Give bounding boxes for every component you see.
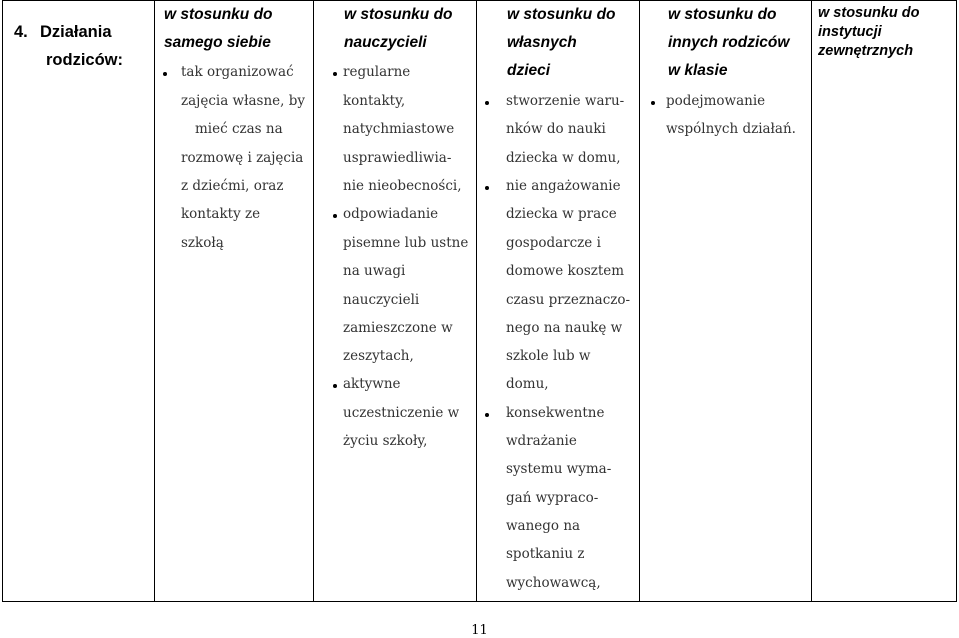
col1-body-line: szkołą — [181, 235, 224, 251]
col3-body-line: systemu wyma- — [506, 461, 612, 477]
col2-body-line: uczestniczenie w — [343, 405, 460, 421]
col3-body-line: nego na naukę w — [506, 320, 623, 336]
col3-body-line: wdrażanie — [506, 433, 577, 449]
section-title-line1: Działania — [40, 23, 112, 41]
col2-body-line: pisemne lub ustne — [343, 235, 469, 251]
col4-header-line: w stosunku do — [668, 6, 777, 23]
col3-body-line: dziecka w domu, — [506, 150, 621, 166]
column-divider — [639, 1, 640, 601]
col3-body-line: spotkaniu z — [506, 546, 585, 562]
col1-body-line: z dziećmi, oraz — [181, 178, 284, 194]
col3-body-line: domu, — [506, 376, 549, 392]
col2-body-line: aktywne — [343, 376, 401, 392]
bullet-icon — [163, 72, 167, 76]
col2-body-line: usprawiedliwia- — [343, 150, 452, 166]
col5-header-line: w stosunku do — [818, 5, 920, 21]
col3-body-line: nie angażowanie — [506, 178, 621, 194]
col3-body-line: konsekwentne — [506, 405, 605, 421]
col2-body-line: kontakty, — [343, 93, 406, 109]
col1-body-line: rozmowę i zajęcia — [181, 150, 304, 166]
bullet-icon — [485, 186, 489, 190]
section-title-line2: rodziców: — [46, 51, 123, 69]
section-number: 4. — [14, 23, 28, 41]
bullet-icon — [651, 101, 655, 105]
col3-body-line: stworzenie waru- — [506, 93, 625, 109]
col3-body-line: gospodarcze i — [506, 235, 601, 251]
page-number: 11 — [471, 623, 488, 638]
col2-body-line: natychmiastowe — [343, 121, 455, 137]
parents-actions-table — [2, 0, 957, 602]
col2-body-line: zamieszczone w — [343, 320, 453, 336]
bullet-icon — [485, 101, 489, 105]
col3-body-line: domowe kosztem — [506, 263, 625, 279]
col3-body-line: nków do nauki — [506, 121, 606, 137]
col4-body-line: wspólnych działań. — [666, 121, 796, 137]
column-divider — [476, 1, 477, 601]
col2-body-line: nauczycieli — [343, 292, 420, 308]
col3-body-line: wychowawcą, — [506, 575, 601, 591]
col2-body-line: regularne — [343, 64, 411, 80]
col2-body-line: nie nieobecności, — [343, 178, 462, 194]
col3-header-line: w stosunku do — [507, 6, 616, 23]
col3-body-line: czasu przeznaczo- — [506, 292, 631, 308]
col2-body-line: odpowiadanie — [343, 206, 439, 222]
col4-body-line: podejmowanie — [666, 93, 766, 109]
col1-header-line: w stosunku do — [164, 6, 273, 23]
col4-header-line: w klasie — [668, 62, 728, 79]
col2-header-line: nauczycieli — [344, 34, 427, 51]
bullet-icon — [333, 384, 337, 388]
col1-body-line: kontakty ze — [181, 206, 261, 222]
col1-header-line: samego siebie — [164, 34, 271, 51]
col2-body-line: na uwagi — [343, 263, 406, 279]
bullet-icon — [333, 214, 337, 218]
col2-header-line: w stosunku do — [344, 6, 453, 23]
col3-header-line: dzieci — [507, 62, 551, 79]
col3-body-line: dziecka w prace — [506, 206, 617, 222]
col3-body-line: wanego na — [506, 518, 581, 534]
col2-body-line: zeszytach, — [343, 348, 414, 364]
col4-header-line: innych rodziców — [668, 34, 790, 51]
col5-header-line: instytucji — [818, 24, 882, 40]
col1-body-line: zajęcia własne, by — [181, 93, 305, 109]
col2-body-line: życiu szkoły, — [343, 433, 428, 449]
column-divider — [154, 1, 155, 601]
column-divider — [811, 1, 812, 601]
col3-body-line: gań wypraco- — [506, 490, 599, 506]
column-divider — [313, 1, 314, 601]
bullet-icon — [485, 413, 489, 417]
col1-body-line: mieć czas na — [195, 121, 283, 137]
col1-body-line: tak organizować — [181, 64, 294, 80]
bullet-icon — [333, 72, 337, 76]
col3-header-line: własnych — [507, 34, 577, 51]
col5-header-line: zewnętrznych — [818, 43, 914, 59]
col3-body-line: szkole lub w — [506, 348, 591, 364]
